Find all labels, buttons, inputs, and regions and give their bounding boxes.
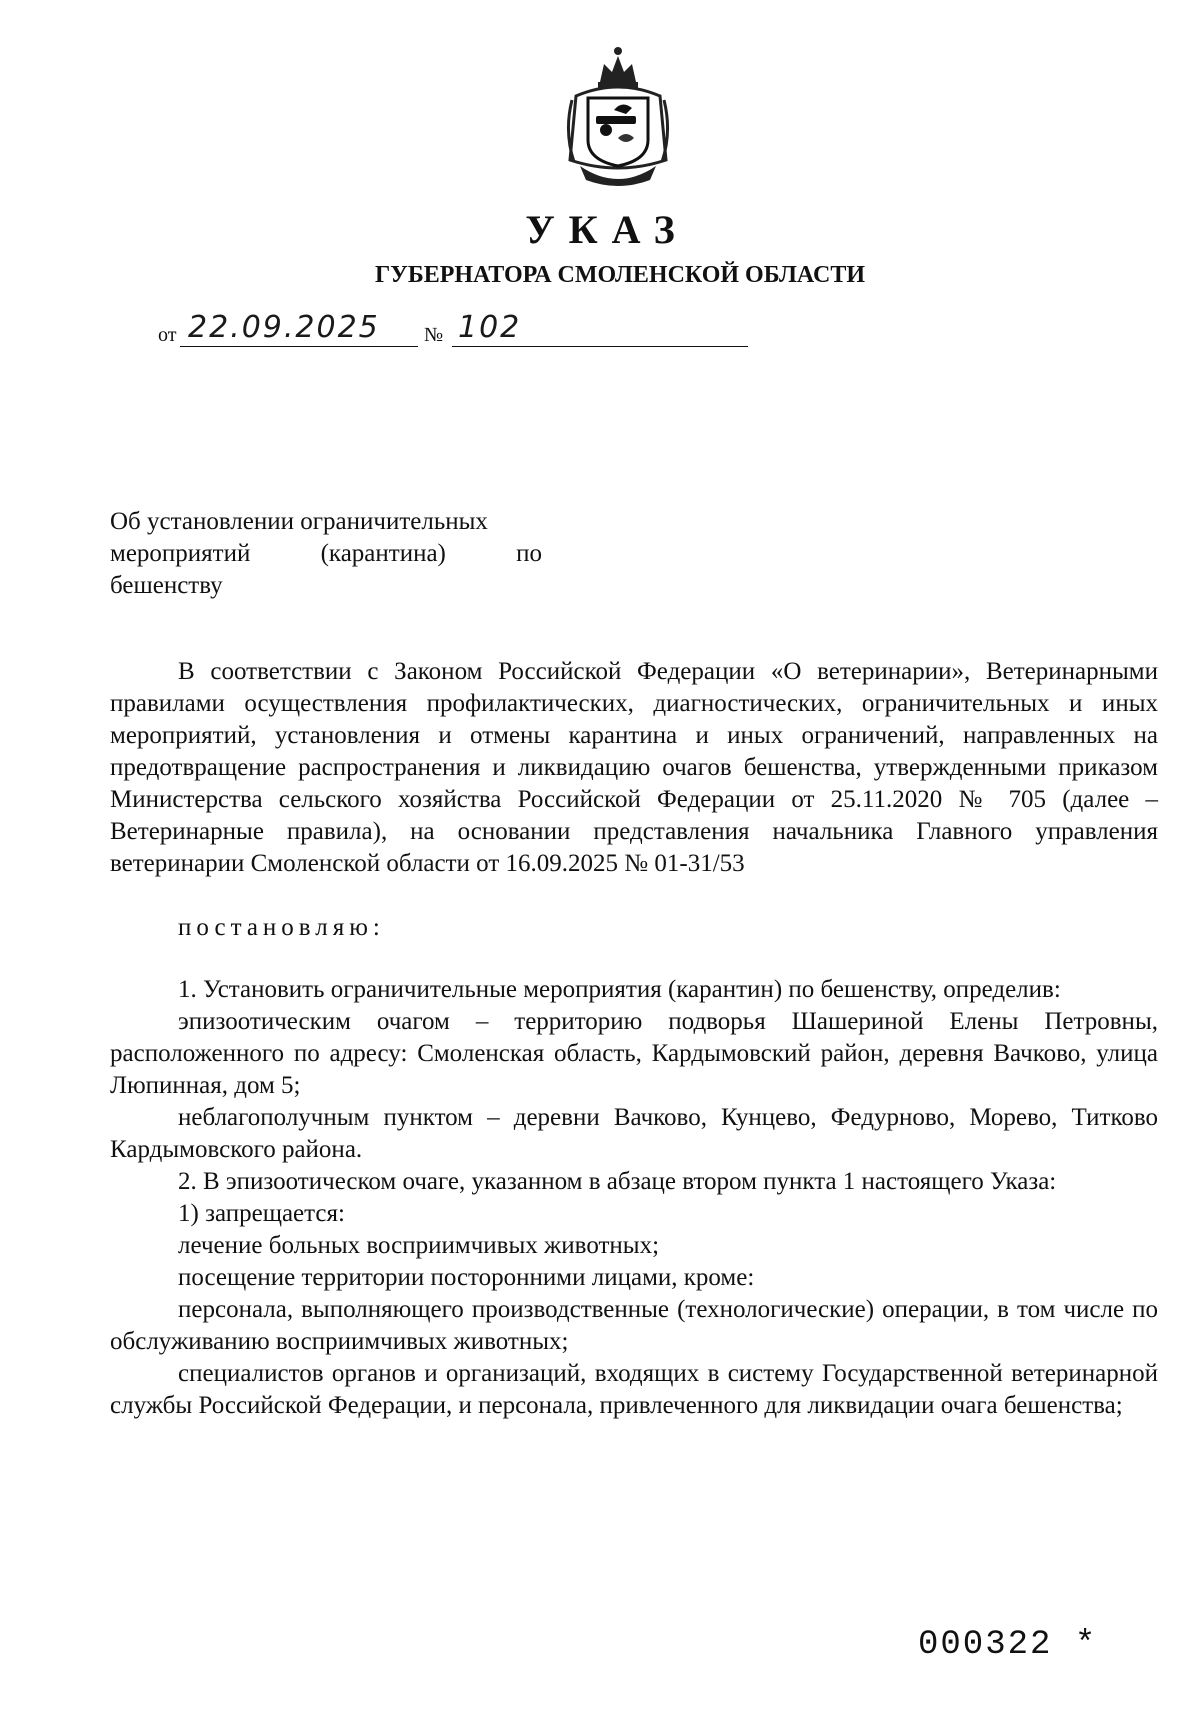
resolution-word: постановляю: [178,914,385,941]
number-label: № [424,324,444,346]
subject-line: мероприятий (карантина) по [110,540,542,567]
body-paragraph: специалистов органов и организаций, входящих в систему Государственной ветеринарной службы Российской Федерации, и персонала, привлеченного для ликвидации очага бешенства; [110,1360,1158,1419]
document-body [110,656,1158,1422]
serial-number: 000322 * [918,1626,1098,1664]
body-paragraph: 1. Установить ограничительные мероприятия (карантин) по бешенству, определив: [178,976,1061,1003]
body-paragraph: персонала, выполняющего производственные (технологические) операции, в том числе по обслуживанию восприимчивых животных; [110,1296,1158,1355]
subject-line: бешенству [110,572,223,599]
body-paragraph: 1) запрещается: [178,1200,345,1227]
date-number-line [158,310,598,350]
document-title: УКАЗ [525,207,689,252]
date-underline [180,346,418,347]
number-underline [452,346,748,347]
body-paragraph: посещение территории посторонними лицами, кроме: [178,1264,755,1291]
smolensk-coat-of-arms-icon [560,42,676,192]
date-label: от [158,324,177,346]
body-paragraph: эпизоотическим очагом – территорию подворья Шашериной Елены Петровны, расположенного по адресу: Смоленская область, Кардымовский район, деревня Вачково, улица Люпинная, дом 5; [110,1008,1158,1099]
handwritten-number: 102 [458,310,522,345]
body-paragraph: лечение больных восприимчивых животных; [178,1232,660,1259]
document-subtitle: ГУБЕРНАТОРА СМОЛЕНСКОЙ ОБЛАСТИ [374,262,866,288]
subject-line: Об установлении ограничительных [110,508,488,535]
document-subject [110,506,542,602]
body-paragraph: 2. В эпизоотическом очаге, указанном в абзаце втором пункта 1 настоящего Указа: [178,1168,1057,1195]
handwritten-date: 22.09.2025 [188,310,380,345]
preamble-paragraph: В соответствии с Законом Российской Федерации «О ветеринарии», Ветеринарными правилами осуществления профилактических, диагностических, ограничительных и иных мероприятий, установления и отмены карантина и иных ограничений, направленных на предотвращение распространения и ликвидацию очагов бешенства, утвержденными приказом Министерства сельского хозяйства Российской Федерации от 25.11.2020 № 705 (далее – Ветеринарные правила), на основании представления начальника Главного управления ветеринарии Смоленской области от 16.09.2025 № 01-31/53 [110,658,1158,877]
body-paragraph: неблагополучным пунктом – деревни Вачково, Кунцево, Федурново, Морево, Титково Кардымовского района. [110,1104,1158,1163]
